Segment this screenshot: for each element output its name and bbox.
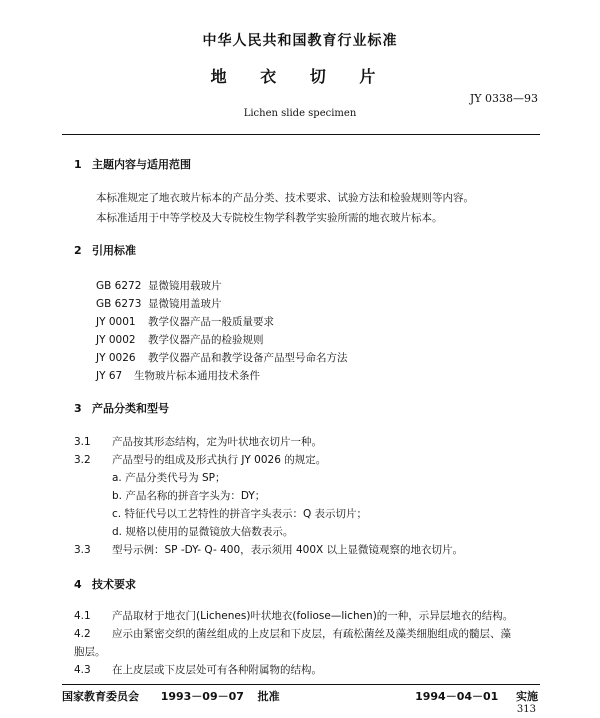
section-4-number: 4	[74, 578, 82, 591]
section-1-paragraph: 本标准规定了地衣玻片标本的产品分类、技术要求、试验方法和检验规则等内容。	[96, 192, 474, 204]
reference-item	[96, 350, 348, 365]
list-item: c. 特征代号以工艺特性的拼音字头表示：Q 表示切片；	[112, 508, 368, 520]
section-3-title: 产品分类和型号	[92, 402, 169, 415]
section-1-paragraph: 本标准适用于中等学校及大专院校生物学科教学实验所需的地衣玻片标本。	[96, 212, 443, 224]
page-number: 313	[516, 704, 536, 715]
effective-date: 1994－04－01	[415, 690, 499, 703]
clause-text: 产品取材于地衣门(Lichenes)叶状地衣(foliose—lichen)的一种，示异层地衣的结构。	[112, 610, 514, 622]
reference-text: 显微镜用载玻片	[148, 280, 222, 292]
section-1-title: 主题内容与适用范围	[92, 158, 191, 171]
approve-date: 1993－09－07	[160, 690, 244, 703]
clause-4-1	[74, 608, 513, 623]
section-3-number: 3	[74, 402, 82, 415]
english-title: Lichen slide specimen	[243, 108, 357, 119]
reference-item	[96, 314, 274, 329]
reference-item	[96, 278, 222, 293]
reference-code: GB 6273	[96, 298, 142, 310]
section-2-title: 引用标准	[92, 244, 136, 257]
clause-number: 3.3	[74, 544, 91, 556]
clause-4-3	[74, 662, 322, 677]
document-title: 地 衣 切 片	[210, 67, 390, 86]
clause-text: 型号示例：SP -DY- Q- 400，表示须用 400X 以上显微镜观察的地衣切片。	[112, 544, 464, 556]
section-1-heading	[74, 156, 191, 172]
reference-item	[96, 368, 260, 383]
clause-number: 3.2	[74, 454, 91, 466]
clause-number: 4.1	[74, 610, 91, 622]
section-1-number: 1	[74, 158, 82, 171]
reference-code: GB 6272	[96, 280, 142, 292]
standard-number: JY 0338—93	[469, 92, 538, 105]
reference-item	[96, 296, 222, 311]
clause-text: 产品型号的组成及形式执行 JY 0026 的规定。	[112, 454, 327, 466]
clause-4-2	[74, 626, 511, 641]
clause-number: 4.3	[74, 664, 91, 676]
clause-3-1	[74, 434, 322, 449]
reference-code: JY 0026	[96, 352, 136, 364]
clause-4-2-continuation: 胞层。	[74, 646, 106, 658]
list-item: b. 产品名称的拼音字头为：DY；	[112, 490, 266, 502]
section-4-heading	[74, 576, 136, 592]
reference-code: JY 0002	[96, 334, 136, 346]
reference-code: JY 67	[96, 370, 123, 382]
footer-divider	[62, 684, 540, 685]
clause-number: 4.2	[74, 628, 91, 640]
section-3-heading	[74, 400, 169, 416]
org-header: 中华人民共和国教育行业标准	[202, 33, 398, 49]
header-divider	[62, 134, 540, 135]
clause-text: 在上皮层或下皮层处可有各种附属物的结构。	[112, 664, 322, 676]
effective-info	[415, 688, 538, 704]
section-2-heading	[74, 242, 136, 258]
list-item: d. 规格以使用的显微镜放大倍数表示。	[112, 526, 294, 538]
section-4-title: 技术要求	[92, 578, 136, 591]
reference-text: 生物玻片标本通用技术条件	[134, 370, 260, 382]
approval-info	[62, 688, 280, 704]
clause-text: 产品按其形态结构，定为叶状地衣切片一种。	[112, 436, 322, 448]
approver: 国家教育委员会	[62, 690, 139, 703]
reference-text: 显微镜用盖玻片	[148, 298, 222, 310]
section-2-number: 2	[74, 244, 82, 257]
reference-text: 教学仪器产品的检验规则	[148, 334, 264, 346]
effective-label: 实施	[516, 690, 538, 703]
reference-text: 教学仪器产品和教学设备产品型号命名方法	[148, 352, 348, 364]
clause-3-2	[74, 452, 326, 467]
clause-text: 应示由紧密交织的菌丝组成的上皮层和下皮层，有疏松菌丝及藻类细胞组成的髓层、藻	[112, 628, 511, 640]
reference-item	[96, 332, 264, 347]
clause-number: 3.1	[74, 436, 91, 448]
list-item: a. 产品分类代号为 SP；	[112, 472, 226, 484]
reference-code: JY 0001	[96, 316, 136, 328]
approve-label: 批准	[257, 690, 280, 703]
clause-3-3	[74, 542, 463, 557]
reference-text: 教学仪器产品一般质量要求	[148, 316, 274, 328]
